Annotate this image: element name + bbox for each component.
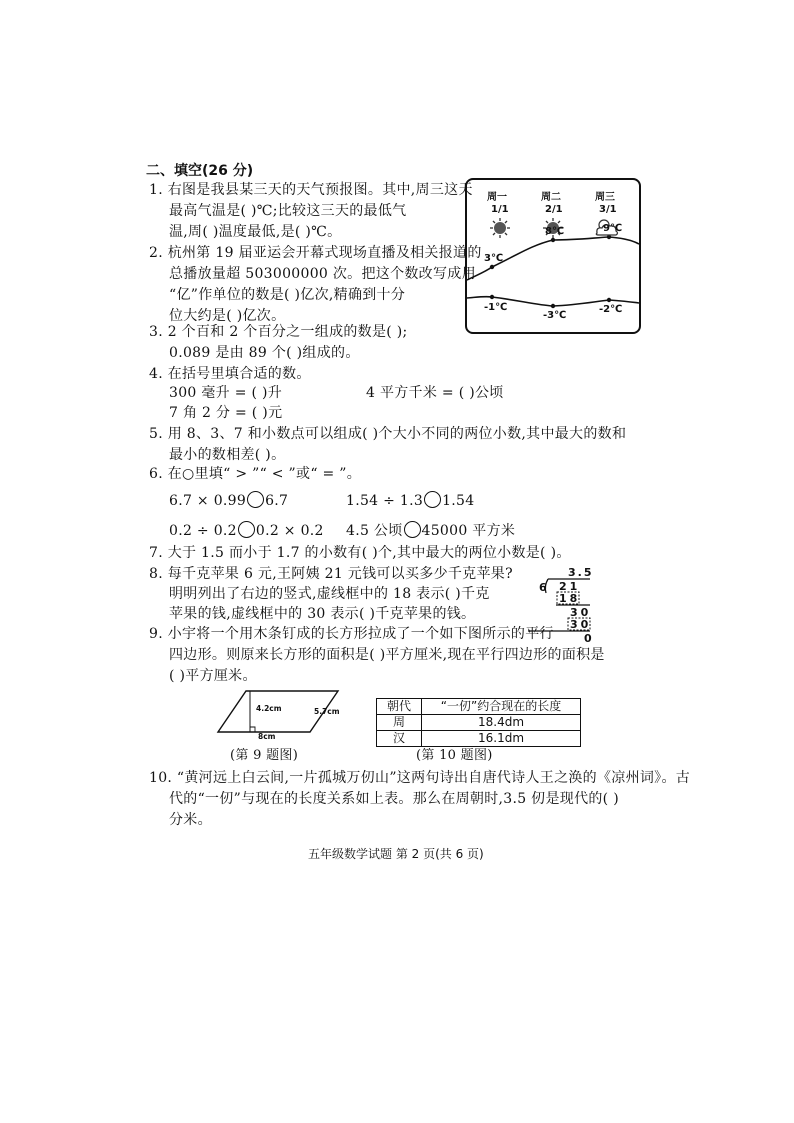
q4-line1: 4. 在括号里填合适的数。	[149, 366, 311, 382]
table-10	[376, 698, 581, 747]
figure9-caption: (第 9 题图)	[230, 748, 299, 763]
divisor: 6	[539, 581, 547, 594]
remainder1: 30	[570, 606, 592, 619]
cell-dynasty: 汉	[377, 731, 422, 747]
high-point-2	[551, 238, 555, 242]
step1: 18	[559, 592, 581, 605]
q8-line2: 明明列出了右边的竖式,虚线框中的 18 表示( )千克	[169, 586, 490, 602]
table-header-row	[377, 699, 581, 715]
sun-icon	[490, 218, 510, 238]
compare-circle[interactable]	[424, 491, 441, 508]
high-temp-2: 8℃	[545, 226, 565, 237]
q6-d-left: 4.5 公顷	[346, 523, 403, 539]
q3-line1: 3. 2 个百和 2 个百分之一组成的数是( );	[149, 324, 408, 340]
day-label-1: 周一	[487, 192, 507, 203]
dividend: 21	[559, 580, 581, 593]
q6-d-right: 45000 平方米	[421, 523, 516, 539]
q10-line1: 10. “黄河远上白云间,一片孤城万仞山”这两句诗出自唐代诗人王之涣的《凉州词》。古	[149, 770, 691, 786]
q6-b-left: 1.54 ÷ 1.3	[346, 493, 424, 509]
q5-line2: 最小的数相差( )。	[169, 447, 286, 463]
figure10-caption: (第 10 题图)	[416, 748, 493, 763]
low-temp-2: -3℃	[543, 310, 567, 321]
header-length: “一仞”约合现在的长度	[422, 699, 581, 715]
page-footer: 五年级数学试题 第 2 页(共 6 页)	[308, 847, 484, 861]
final-remainder: 0	[584, 632, 592, 645]
height-label: 4.2cm	[256, 704, 282, 713]
q3-line2: 0.089 是由 89 个( )组成的。	[169, 345, 360, 361]
q9-line3: ( )平方厘米。	[169, 668, 257, 684]
table-row	[377, 731, 581, 747]
q10-line3: 分米。	[169, 812, 212, 828]
q6-line1: 6. 在○里填“ > ”“ < ”或“ = ”。	[149, 466, 362, 482]
parallelogram-figure	[216, 688, 341, 740]
compare-circle[interactable]	[247, 491, 264, 508]
q6-b	[346, 491, 474, 509]
q1-line2: 最高气温是( )℃;比较这三天的最低气	[169, 203, 407, 219]
low-point-3	[607, 298, 611, 302]
high-point-1	[490, 265, 494, 269]
date-label-1: 1/1	[491, 204, 509, 215]
low-temp-3: -2℃	[599, 304, 623, 315]
q6-a-right: 6.7	[265, 493, 289, 509]
quotient: 3.5	[568, 566, 594, 579]
date-label-2: 2/1	[545, 204, 563, 215]
low-point-2	[551, 304, 555, 308]
q2-line1: 2. 杭州第 19 届亚运会开幕式现场直播及相关报道的	[149, 245, 482, 261]
low-point-1	[490, 295, 494, 299]
q6-c-right: 0.2 × 0.2	[255, 523, 324, 539]
high-temp-1: 3℃	[484, 253, 504, 264]
cell-length: 18.4dm	[422, 715, 581, 731]
header-dynasty: 朝代	[377, 699, 422, 715]
q6-a	[169, 491, 288, 509]
low-temp-1: -1℃	[484, 302, 508, 313]
q6-c	[169, 521, 324, 539]
high-temp-3: 9℃	[603, 223, 623, 234]
q9-line1: 9. 小宇将一个用木条钉成的长方形拉成了一个如下图所示的平行	[149, 626, 554, 642]
q5-line1: 5. 用 8、3、7 和小数点可以组成( )个大小不同的两位小数,其中最大的数和	[149, 426, 627, 442]
step2: 30	[570, 618, 592, 631]
q4-a: 300 毫升 = ( )升	[169, 385, 283, 401]
cell-length: 16.1dm	[422, 731, 581, 747]
q2-line3: “亿”作单位的数是( )亿次,精确到十分	[169, 287, 406, 303]
compare-circle[interactable]	[238, 521, 255, 538]
cell-dynasty: 周	[377, 715, 422, 731]
side-label: 5.7cm	[314, 707, 340, 716]
day-label-3: 周三	[595, 192, 615, 203]
q6-a-left: 6.7 × 0.99	[169, 493, 247, 509]
q8-line3: 苹果的钱,虚线框中的 30 表示( )千克苹果的钱。	[169, 606, 476, 622]
q9-line2: 四边形。则原来长方形的面积是( )平方厘米,现在平行四边形的面积是	[169, 647, 605, 663]
date-label-3: 3/1	[599, 204, 617, 215]
q4-c: 7 角 2 分 = ( )元	[169, 405, 283, 421]
table-row	[377, 715, 581, 731]
base-label: 8cm	[258, 732, 276, 741]
q6-b-right: 1.54	[442, 493, 475, 509]
day-label-2: 周二	[541, 192, 561, 203]
q2-line2: 总播放量超 503000000 次。把这个数改写成用	[169, 266, 476, 282]
q7-line: 7. 大于 1.5 而小于 1.7 的小数有( )个,其中最大的两位小数是( )。	[149, 545, 571, 561]
q8-line1: 8. 每千克苹果 6 元,王阿姨 21 元钱可以买多少千克苹果?	[149, 566, 513, 582]
q10-line2: 代的“一仞”与现在的长度关系如上表。那么在周朝时,3.5 仞是现代的( )	[169, 791, 619, 807]
compare-circle[interactable]	[404, 521, 421, 538]
weather-forecast-figure	[465, 178, 641, 334]
q4-b: 4 平方千米 = ( )公顷	[366, 385, 504, 401]
q1-line3: 温,周( )温度最低,是( )℃。	[169, 224, 342, 240]
q6-c-left: 0.2 ÷ 0.2	[169, 523, 237, 539]
q1-line1: 1. 右图是我县某三天的天气预报图。其中,周三这天	[149, 182, 473, 198]
q6-d	[346, 521, 515, 539]
section-title: 二、填空(26 分)	[146, 163, 254, 179]
q2-line4: 位大约是( )亿次。	[169, 308, 286, 324]
